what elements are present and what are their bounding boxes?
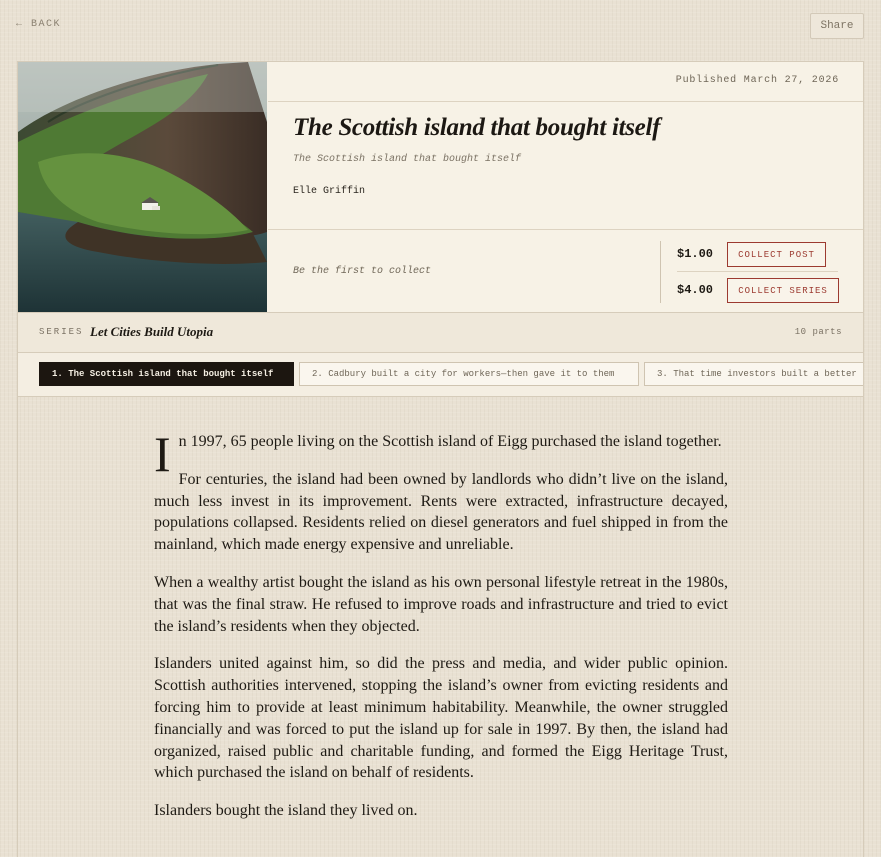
share-button[interactable]: Share <box>810 13 864 39</box>
post-card <box>17 61 864 313</box>
paragraph: Islanders united against him, so did the press and media, and wider public opinion. Scottish authorities intervened, stopping the island’s owner from evicting residents and forcing him to provide at least minimum habitability. Meanwhile, the owner struggled financially and was forced to put the island up for sale in 1997. By then, the island had organized, raised public and charitable funding, and formed the Eigg Heritage Trust, which purchased the island on behalf of residents. <box>154 655 728 782</box>
tab-part-3[interactable]: 3. That time investors built a better <box>644 362 864 386</box>
post-price: $1.00 <box>677 247 714 261</box>
collect-note: Be the first to collect <box>293 266 432 277</box>
series-bar <box>17 313 864 353</box>
paragraph: For centuries, the island had been owned by landlords who didn’t live on the island, much less invest in its improvement. Rents were extracted, infrastructure decayed, populations collapsed. Residents relied on diesel generators and fuel shipped in from the mainland, which made energy expensive and unreliable. <box>154 470 728 554</box>
collect-series-button[interactable]: COLLECT SERIES <box>727 278 839 303</box>
article-body <box>17 397 864 857</box>
series-parts-count: 10 parts <box>794 327 842 337</box>
series-price: $4.00 <box>677 283 714 297</box>
back-link[interactable]: ← BACK <box>16 19 62 30</box>
published-date: Published March 27, 2026 <box>675 75 839 86</box>
published-row <box>268 62 863 102</box>
series-tabs <box>17 353 864 397</box>
paragraph: Islanders bought the island they lived on. <box>154 802 418 820</box>
series-name[interactable]: Let Cities Build Utopia <box>90 324 214 339</box>
paragraph-text: n 1997, 65 people living on the Scottish island of Eigg purchased the island together. <box>178 433 722 450</box>
island-photo-icon <box>18 62 267 312</box>
drop-cap: I <box>154 426 171 482</box>
tab-part-2[interactable]: 2. Cadbury built a city for workers—then gave it to them <box>299 362 639 386</box>
paragraph <box>154 426 728 482</box>
divider <box>677 271 838 272</box>
hero-image <box>18 62 267 312</box>
paragraph: When a wealthy artist bought the island as his own personal lifestyle retreat in the 1980s, that was the final straw. He refused to improve roads and infrastructure and tried to evict the island’s residents when they objected. <box>154 573 728 635</box>
tab-part-1[interactable]: 1. The Scottish island that bought itself <box>39 362 294 386</box>
collect-post-button[interactable]: COLLECT POST <box>727 242 826 267</box>
post-title: The Scottish island that bought itself <box>293 114 661 141</box>
post-author[interactable]: Elle Griffin <box>293 186 366 197</box>
post-subtitle: The Scottish island that bought itself <box>293 154 522 165</box>
divider <box>660 241 661 303</box>
series-label: SERIES <box>39 327 84 337</box>
collect-row <box>268 229 863 312</box>
